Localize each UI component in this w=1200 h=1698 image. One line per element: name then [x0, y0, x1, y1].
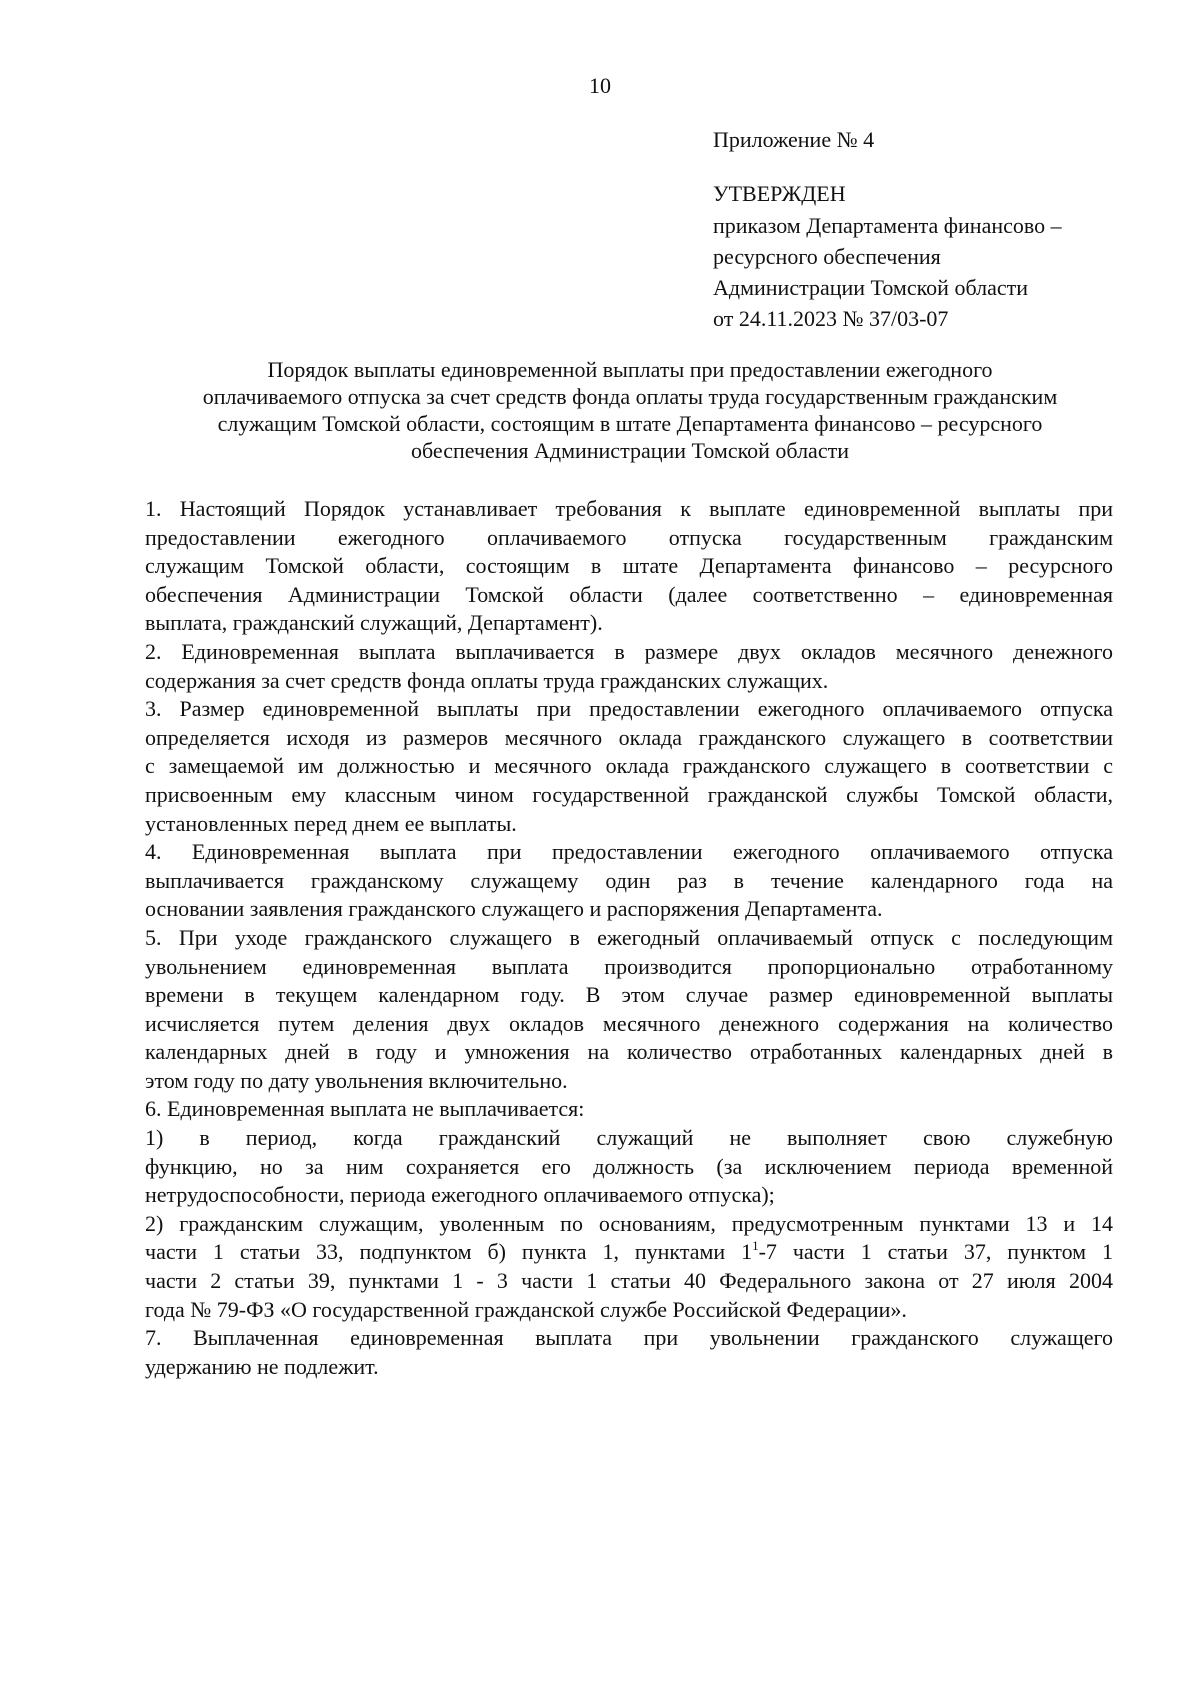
body-line: части 2 статьи 39, пунктами 1 - 3 части 1 статьи 40 Федерального закона от 27 июля 2004	[145, 1268, 1113, 1294]
body-line: присвоенным ему классным чином государственной гражданской службы Томской области,	[145, 781, 1113, 807]
body-line: содержания за счет средств фонда оплаты труда гражданских служащих.	[145, 667, 829, 693]
title-line: Порядок выплаты единовременной выплаты при предоставлении ежегодного	[267, 357, 993, 382]
body-line: основании заявления гражданского служащего и распоряжения Департамента.	[145, 896, 883, 922]
title-line: оплачиваемого отпуска за счет средств фонда оплаты труда государственным гражданским	[202, 384, 1058, 409]
approval-title: УТВЕРЖДЕН	[713, 181, 846, 206]
approval-line: приказом Департамента финансово –	[713, 213, 1062, 238]
body-line: служащим Томской области, состоящим в штате Департамента финансово – ресурсного	[145, 553, 1113, 579]
body-line: удержанию не подлежит.	[145, 1353, 379, 1379]
body-line: времени в текущем календарном году. В этом случае размер единовременной выплаты	[145, 982, 1113, 1008]
approval-line: от 24.11.2023 № 37/03-07	[713, 306, 949, 331]
body-line: исчисляется путем деления двух окладов месячного денежного содержания на количество	[145, 1010, 1113, 1036]
body-line: с замещаемой им должностью и месячного оклада гражданского служащего в соответствии с	[145, 753, 1113, 779]
document-body	[145, 495, 1113, 1381]
body-line: 4. Единовременная выплата при предоставлении ежегодного оплачиваемого отпуска	[145, 839, 1113, 865]
body-line: увольнением единовременная выплата производится пропорционально отработанному	[145, 953, 1113, 979]
body-line: определяется исходя из размеров месячного оклада гражданского служащего в соответствии	[145, 724, 1113, 750]
document-title	[130, 356, 1130, 464]
body-line: нетрудоспособности, периода ежегодного оплачиваемого отпуска);	[145, 1182, 775, 1208]
body-line-segment: части 1 статьи 33, подпунктом б) пункта 1, пунктами 1	[145, 1239, 753, 1265]
body-line: функцию, но за ним сохраняется его должность (за исключением периода временной	[145, 1153, 1113, 1179]
title-line: служащим Томской области, состоящим в штате Департамента финансово – ресурсного	[217, 411, 1043, 436]
body-line: года № 79-ФЗ «О государственной гражданской службе Российской Федерации».	[145, 1296, 907, 1322]
body-line: 2. Единовременная выплата выплачивается в размере двух окладов месячного денежного	[145, 638, 1113, 664]
body-line: установленных перед днем ее выплаты.	[145, 810, 517, 836]
superscript-mark: 1	[752, 1238, 759, 1254]
title-line: обеспечения Администрации Томской области	[411, 438, 849, 463]
body-line: предоставлении ежегодного оплачиваемого отпуска государственным гражданским	[145, 524, 1113, 550]
approval-block	[713, 178, 1133, 334]
body-line: 1. Настоящий Порядок устанавливает требования к выплате единовременной выплаты при	[145, 496, 1113, 521]
body-line	[145, 1238, 1113, 1267]
body-line: обеспечения Администрации Томской области (далее соответственно – единовременная	[145, 581, 1113, 607]
page-number: 10	[589, 73, 611, 98]
body-line: выплачивается гражданскому служащему один раз в течение календарного года на	[145, 867, 1113, 893]
body-line: 1) в период, когда гражданский служащий не выполняет свою служебную	[145, 1125, 1113, 1151]
body-line: выплата, гражданский служащий, Департамент).	[145, 610, 603, 636]
body-line: 3. Размер единовременной выплаты при предоставлении ежегодного оплачиваемого отпуска	[145, 696, 1113, 722]
body-line-segment: -7 части 1 статьи 37, пунктом 1	[758, 1239, 1113, 1265]
body-line: этом году по дату увольнения включительно.	[145, 1067, 568, 1093]
body-line: 7. Выплаченная единовременная выплата при увольнении гражданского служащего	[145, 1325, 1113, 1351]
body-line: 5. При уходе гражданского служащего в ежегодный оплачиваемый отпуск с последующим	[145, 924, 1113, 950]
body-line: календарных дней в году и умножения на количество отработанных календарных дней в	[145, 1039, 1113, 1065]
annex-label: Приложение № 4	[713, 127, 875, 152]
body-line: 2) гражданским служащим, уволенным по основаниям, предусмотренным пунктами 13 и 14	[145, 1210, 1113, 1236]
approval-line: ресурсного обеспечения	[713, 244, 941, 269]
approval-details	[713, 210, 1133, 334]
approval-line: Администрации Томской области	[713, 275, 1028, 300]
body-line: 6. Единовременная выплата не выплачивается:	[145, 1096, 585, 1122]
